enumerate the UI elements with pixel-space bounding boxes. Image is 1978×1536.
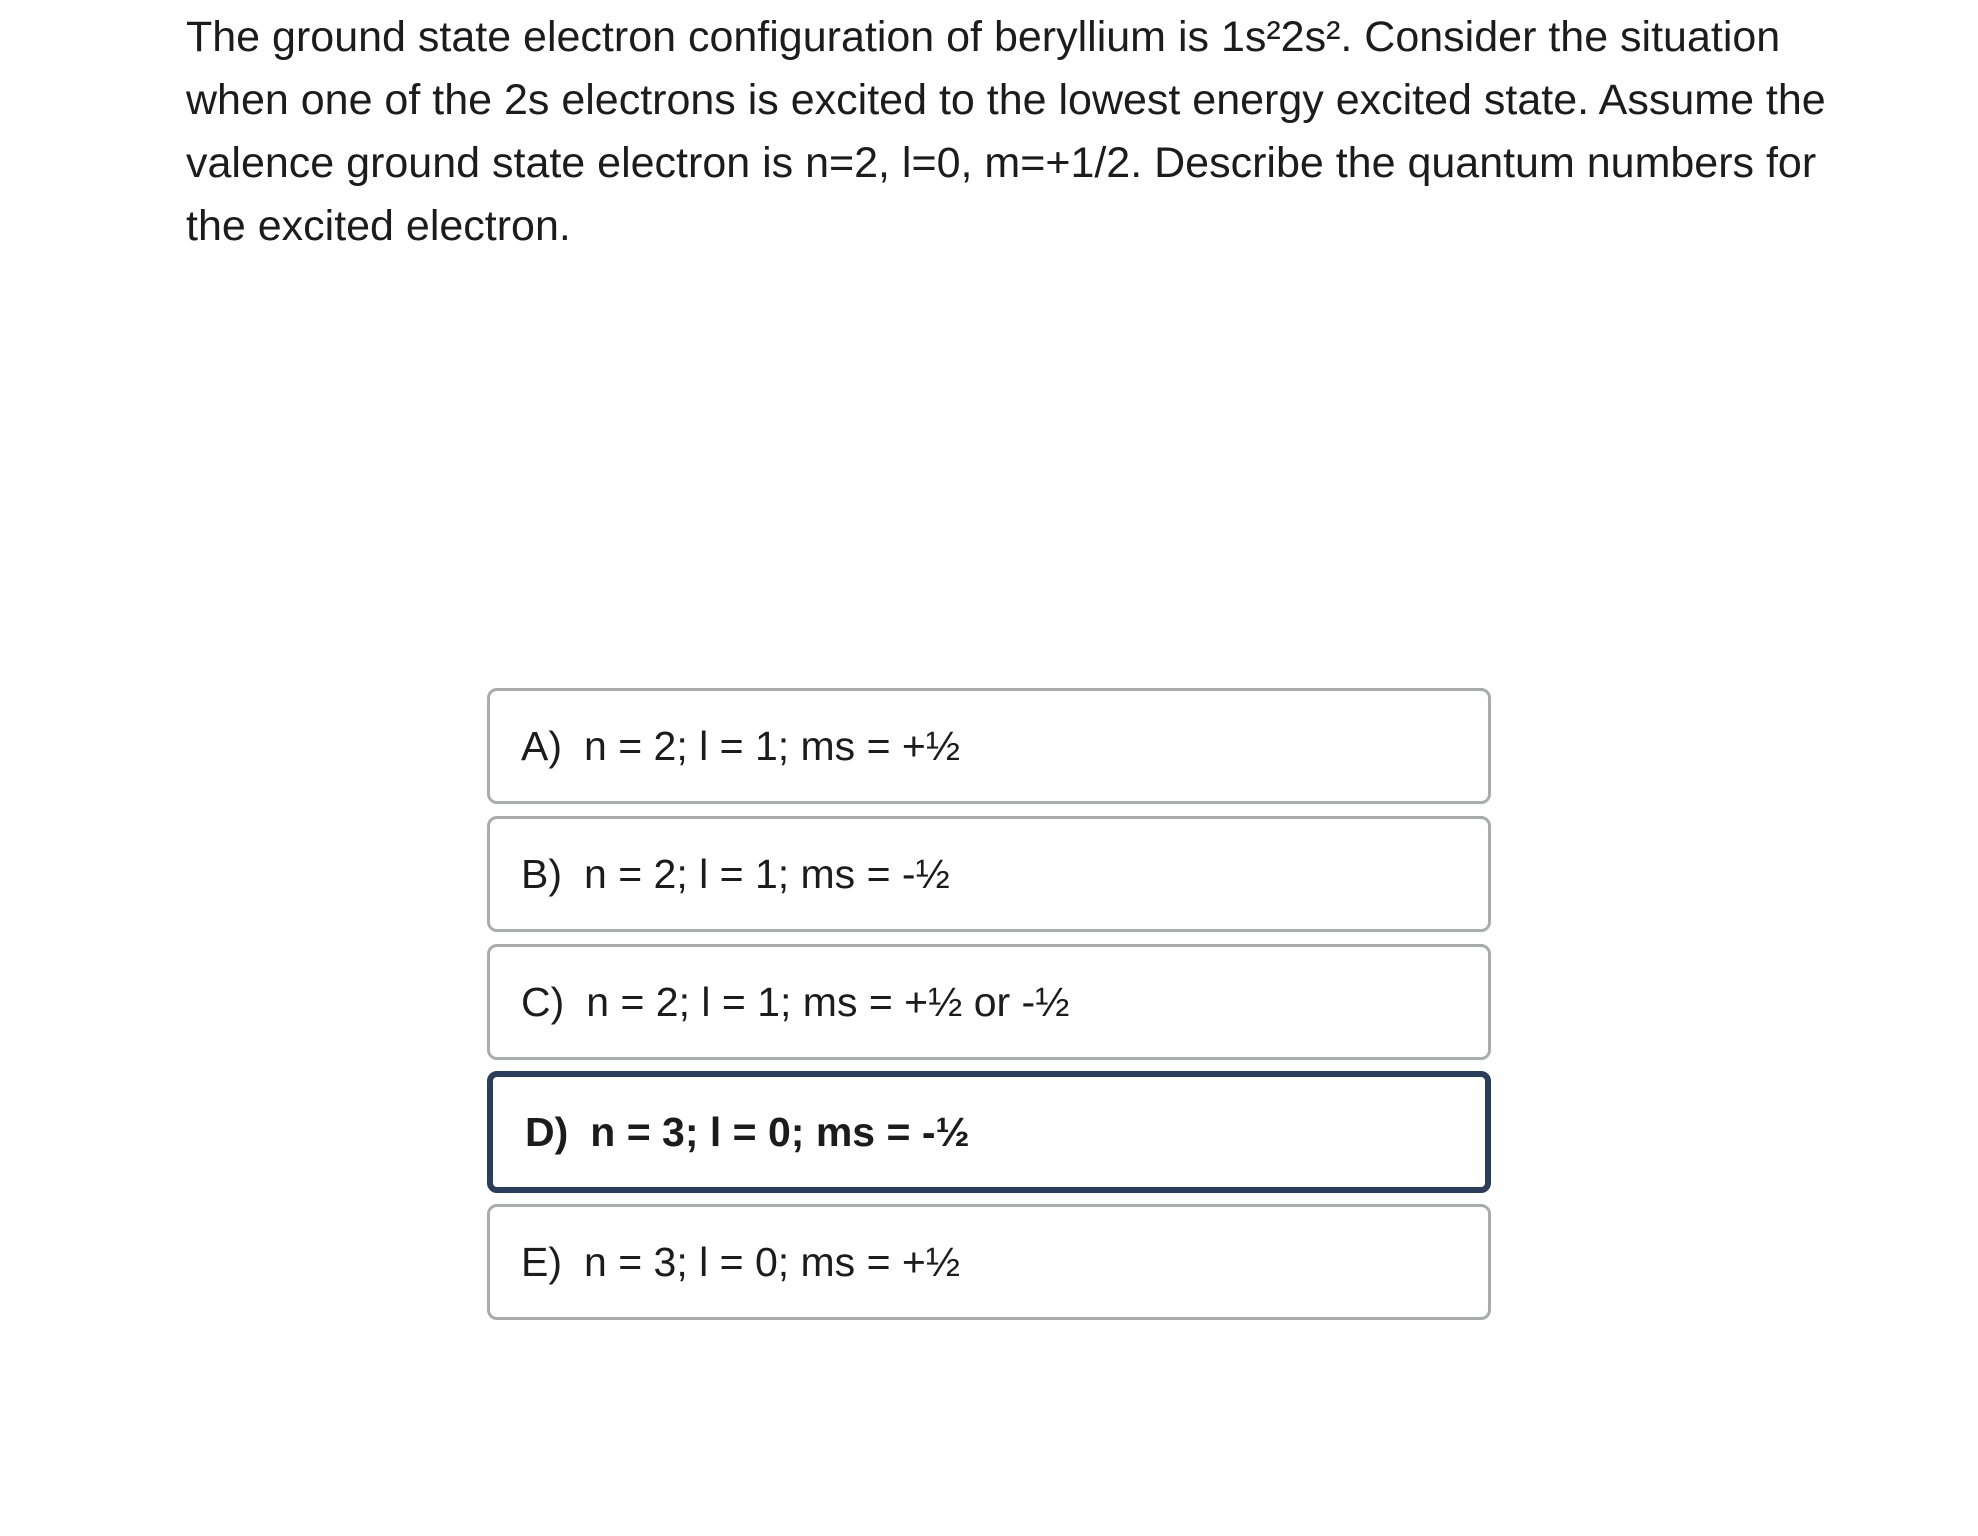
option-label: n = 2; l = 1; ms = +½ xyxy=(584,722,961,769)
option-label: n = 3; l = 0; ms = -½ xyxy=(590,1108,970,1155)
answer-options xyxy=(487,688,1491,1332)
option-a[interactable] xyxy=(487,688,1491,804)
option-b[interactable] xyxy=(487,816,1491,932)
question-text: The ground state electron configuration of beryllium is 1s²2s². Consider the situation when one of the 2s electrons is excited to the lowest energy excited state. Assume the valence ground state electron is n=2, l=0, m=+1/2. Describe the quantum numbers for the excited electron. xyxy=(186,13,1826,250)
option-letter: D) xyxy=(525,1108,569,1155)
option-label: n = 2; l = 1; ms = +½ or -½ xyxy=(586,978,1070,1025)
option-d[interactable] xyxy=(487,1071,1491,1193)
option-e[interactable] xyxy=(487,1204,1491,1320)
option-label: n = 3; l = 0; ms = +½ xyxy=(584,1238,961,1285)
option-label: n = 2; l = 1; ms = -½ xyxy=(584,850,950,897)
option-letter: E) xyxy=(521,1238,562,1285)
option-c[interactable] xyxy=(487,944,1491,1060)
option-letter: B) xyxy=(521,850,562,897)
option-letter: A) xyxy=(521,722,562,769)
option-letter: C) xyxy=(521,978,565,1025)
